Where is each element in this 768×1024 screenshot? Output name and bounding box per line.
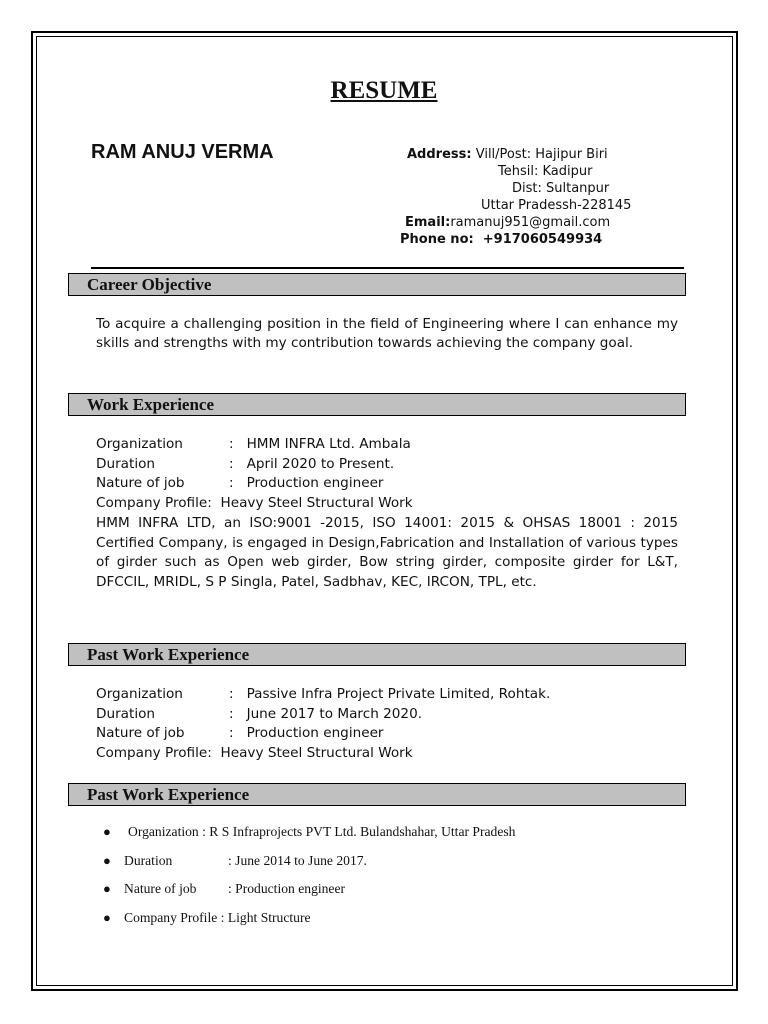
work-row-organization: Organization : HMM INFRA Ltd. Ambala: [96, 436, 411, 452]
email-label: Email:: [405, 215, 451, 230]
work-row-duration: Duration : April 2020 to Present.: [96, 455, 395, 472]
past2-bullet-organization: ● Organization : R S Infraprojects PVT Ltd. Bulandshahar, Uttar Pradesh: [103, 824, 516, 839]
past1-details: [96, 685, 550, 763]
resume-title: RESUME: [330, 77, 438, 104]
work-row-profile: Company Profile: Heavy Steel Structural Work: [96, 494, 413, 511]
section-work-experience: Work Experience: [68, 393, 686, 416]
section-past-work-experience-1: Past Work Experience: [68, 643, 686, 666]
work-details: [96, 435, 413, 513]
phone-line: [400, 231, 602, 248]
phone-label: Phone no:: [400, 232, 474, 247]
bullet-icon: ●: [103, 881, 111, 897]
address-line-2: Tehsil: Kadipur: [498, 164, 593, 179]
bullet-icon: ●: [103, 852, 111, 868]
email-value: ramanuj951@gmail.com: [450, 215, 611, 230]
bullet-icon: ●: [103, 824, 111, 839]
past2-bullet-duration: ● Duration : June 2014 to June 2017.: [103, 852, 367, 868]
past2-bullet-nature: ● Nature of job : Production engineer: [103, 881, 346, 897]
email-line: [405, 214, 610, 231]
work-row-nature: Nature of job : Production engineer: [96, 475, 384, 491]
bullet-icon: ●: [103, 910, 111, 926]
phone-value: +917060549934: [482, 232, 603, 247]
past1-row-nature: Nature of job : Production engineer: [96, 725, 384, 741]
address-label: Address:: [407, 147, 472, 162]
header-divider: [91, 267, 684, 269]
work-company-description: HMM INFRA LTD, an ISO:9001 -2015, ISO 14001: 2015 & OHSAS 18001 : 2015 Certified Company, is engaged in Design,Fabrication and Installation of various types of girder such as Open web girder, Bow string girder, composite girder for L&T, DFCCIL, MRIDL, S P Singla, Patel, Sadbhav, KEC, IRCON, TPL, etc.: [96, 515, 678, 590]
past2-bullet-profile: ● Company Profile : Light Structure: [103, 910, 311, 926]
address-line-3: Dist: Sultanpur: [512, 181, 610, 196]
career-objective-text: To acquire a challenging position in the field of Engineering where I can enhance my skills and strengths with my contribution towards achieving the company goal.: [96, 316, 678, 351]
section-career-objective: Career Objective: [68, 273, 686, 296]
section-past-work-experience-2: Past Work Experience: [68, 783, 686, 806]
past1-row-organization: Organization : Passive Infra Project Private Limited, Rohtak.: [96, 686, 551, 702]
past1-row-duration: Duration : June 2017 to March 2020.: [96, 705, 423, 722]
candidate-name: RAM ANUJ VERMA: [91, 141, 274, 163]
past1-row-profile: Company Profile: Heavy Steel Structural Work: [96, 744, 413, 761]
address-line-4: Uttar Pradessh-228145: [481, 198, 632, 213]
past2-bullet-list: [103, 824, 515, 939]
address-line-1: Address: Vill/Post: Hajipur Biri: [407, 147, 608, 162]
